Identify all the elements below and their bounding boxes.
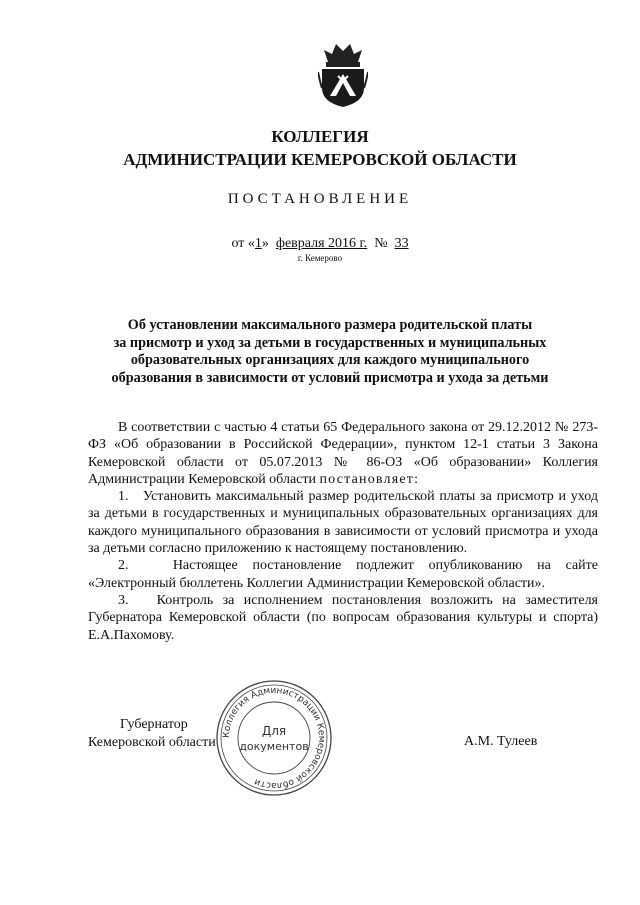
city: г. Кемерово (297, 253, 343, 263)
signatory-post-line1: Губернатор (120, 717, 188, 732)
title-line: Об установлении максимального размера родительской платы (127, 317, 533, 333)
stamp-center-line1: Для (261, 724, 287, 738)
title-line: образования в зависимости от условий присмотра и ухода за детьми (111, 369, 549, 386)
document-title (100, 317, 560, 387)
coat-of-arms-icon (318, 42, 368, 108)
org-name-line2: АДМИНИСТРАЦИИ КЕМЕРОВСКОЙ ОБЛАСТИ (123, 150, 517, 169)
date-prefix: от « (231, 236, 255, 251)
number-label: № (374, 236, 388, 251)
signatory-name: А.М. Тулеев (464, 734, 538, 749)
stamp-center-line2: документов (239, 740, 309, 753)
item-3: 3. Контроль за исполнением постановления возложить на заместителя Губернатора Кемеровской области (по вопросам образования культуры и спорта) Е.А.Пахомову. (88, 592, 598, 643)
item-2: 2. Настоящее постановление подлежит опубликованию на сайте «Электронный бюллетень Коллегии Администрации Кемеровской области». (88, 558, 598, 591)
preamble (88, 419, 598, 488)
title-line: образовательных организациях для каждого муниципального (130, 352, 530, 368)
official-stamp (214, 678, 334, 798)
item-1: 1. Установить максимальный размер родительской платы за присмотр и уход за детьми в государственных и муниципальных образовательных организациях для каждого муниципального образования в зависимости от условий присмотра и ухода за детьми согласно приложению к настоящему постановлению. (88, 489, 598, 557)
stamp-ring-text: Коллегия Администрации Кемеровской области (221, 685, 327, 791)
preamble-verb: постановляет: (319, 471, 420, 487)
document-body (88, 419, 598, 644)
document-type: ПОСТАНОВЛЕНИЕ (227, 191, 413, 207)
signatory-post (88, 716, 216, 752)
org-name-line1: КОЛЛЕГИЯ (271, 127, 369, 146)
signatory-post-line2: Кемеровской области (88, 735, 216, 750)
date-number-line (0, 236, 640, 252)
preamble-text: В соответствии с частью 4 статьи 65 Федерального закона от 29.12.2012 № 273-ФЗ «Об образовании в Российской Федерации», пунктом 12-1 статьи 3 Закона Кемеровской области от 05.07.2013 № 86-ОЗ «Об образовании» Коллегия Администрации Кемеровской области (88, 420, 598, 487)
date-month-year: февраля 2016 г. (275, 236, 368, 251)
date-day: 1 (254, 236, 262, 251)
document-number: 33 (394, 236, 409, 251)
title-line: за присмотр и уход за детьми в государственных и муниципальных (113, 334, 547, 351)
date-mid: » (261, 236, 269, 251)
